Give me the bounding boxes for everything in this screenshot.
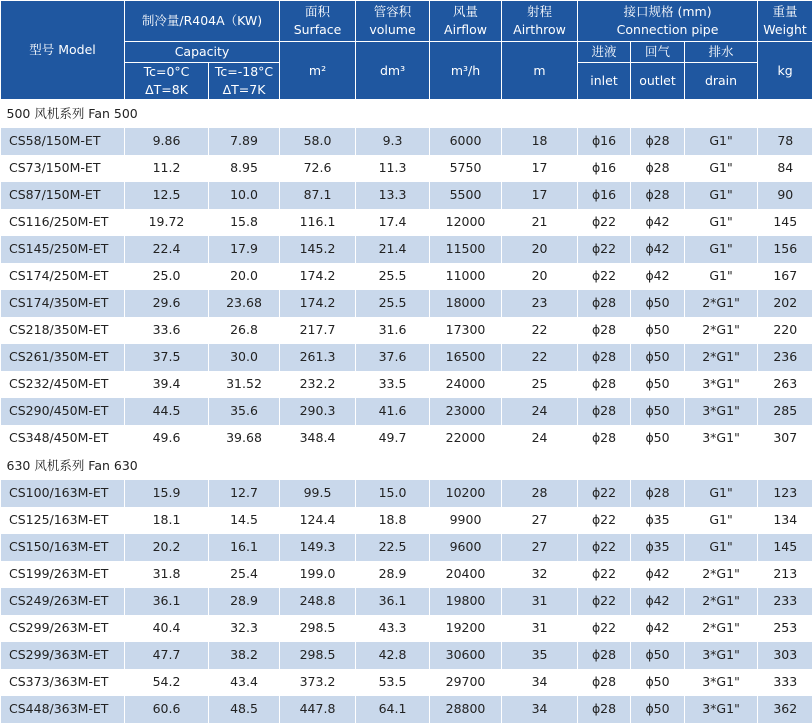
cell-airthrow: 32 — [502, 561, 578, 588]
cell-volume: 31.6 — [356, 317, 430, 344]
cell-airthrow: 34 — [502, 696, 578, 723]
cell-weight: 307 — [758, 425, 812, 452]
cell-weight: 263 — [758, 371, 812, 398]
cell-inlet: ϕ22 — [578, 615, 631, 642]
cell-capacity-tc18: 17.9 — [209, 236, 280, 263]
cell-capacity-tc0: 25.0 — [125, 263, 209, 290]
group-header — [1, 452, 812, 480]
cell-airflow: 9600 — [430, 534, 502, 561]
header-drain-en: drain — [685, 63, 758, 100]
cell-capacity-tc18: 30.0 — [209, 344, 280, 371]
cell-volume: 9.3 — [356, 128, 430, 155]
cell-drain: G1" — [685, 182, 758, 209]
cell-model: CS199/263M-ET — [1, 561, 125, 588]
cell-capacity-tc0: 49.6 — [125, 425, 209, 452]
cell-inlet: ϕ28 — [578, 371, 631, 398]
cell-capacity-tc18: 48.5 — [209, 696, 280, 723]
table-row — [1, 182, 812, 209]
header-connection: 接口规格 (mm) Connection pipe — [578, 1, 758, 42]
cell-capacity-tc0: 11.2 — [125, 155, 209, 182]
cell-capacity-tc0: 12.5 — [125, 182, 209, 209]
cell-capacity-tc18: 32.3 — [209, 615, 280, 642]
cell-capacity-tc0: 60.6 — [125, 696, 209, 723]
cell-volume: 36.1 — [356, 588, 430, 615]
cell-capacity-tc0: 47.7 — [125, 642, 209, 669]
table-row — [1, 615, 812, 642]
cell-volume: 43.3 — [356, 615, 430, 642]
table-row — [1, 398, 812, 425]
cell-airflow: 12000 — [430, 209, 502, 236]
cell-airthrow: 35 — [502, 642, 578, 669]
cell-model: CS145/250M-ET — [1, 236, 125, 263]
cell-drain: G1" — [685, 155, 758, 182]
table-row — [1, 696, 812, 723]
cell-model: CS174/250M-ET — [1, 263, 125, 290]
cell-weight: 145 — [758, 534, 812, 561]
cell-capacity-tc0: 37.5 — [125, 344, 209, 371]
cell-capacity-tc0: 54.2 — [125, 669, 209, 696]
cell-inlet: ϕ28 — [578, 669, 631, 696]
cell-volume: 25.5 — [356, 263, 430, 290]
cell-capacity-tc18: 39.68 — [209, 425, 280, 452]
cell-capacity-tc0: 22.4 — [125, 236, 209, 263]
cell-weight: 303 — [758, 642, 812, 669]
cell-airflow: 19200 — [430, 615, 502, 642]
header-surface-unit: m² — [280, 42, 356, 100]
cell-drain: 2*G1" — [685, 615, 758, 642]
cell-airthrow: 17 — [502, 182, 578, 209]
table-row — [1, 290, 812, 317]
cell-surface: 290.3 — [280, 398, 356, 425]
cell-surface: 232.2 — [280, 371, 356, 398]
cell-outlet: ϕ50 — [631, 371, 685, 398]
cell-model: CS73/150M-ET — [1, 155, 125, 182]
group-header — [1, 100, 812, 129]
cell-drain: G1" — [685, 209, 758, 236]
table-row — [1, 669, 812, 696]
cell-weight: 167 — [758, 263, 812, 290]
cell-capacity-tc18: 8.95 — [209, 155, 280, 182]
cell-surface: 348.4 — [280, 425, 356, 452]
table-row — [1, 155, 812, 182]
cell-capacity-tc0: 33.6 — [125, 317, 209, 344]
cell-surface: 116.1 — [280, 209, 356, 236]
cell-airflow: 11500 — [430, 236, 502, 263]
table-row — [1, 371, 812, 398]
cell-capacity-tc0: 29.6 — [125, 290, 209, 317]
cell-capacity-tc18: 16.1 — [209, 534, 280, 561]
group-title: 630 风机系列 Fan 630 — [1, 452, 812, 480]
cell-inlet: ϕ28 — [578, 696, 631, 723]
cell-drain: G1" — [685, 534, 758, 561]
cell-airflow: 30600 — [430, 642, 502, 669]
cell-surface: 298.5 — [280, 642, 356, 669]
cell-inlet: ϕ22 — [578, 480, 631, 507]
cell-drain: 2*G1" — [685, 344, 758, 371]
cell-volume: 28.9 — [356, 561, 430, 588]
table-row — [1, 561, 812, 588]
cell-surface: 248.8 — [280, 588, 356, 615]
cell-volume: 21.4 — [356, 236, 430, 263]
table-row — [1, 344, 812, 371]
table-row — [1, 128, 812, 155]
cell-volume: 42.8 — [356, 642, 430, 669]
header-outlet-cn: 回气 — [631, 42, 685, 63]
header-inlet-en: inlet — [578, 63, 631, 100]
cell-volume: 15.0 — [356, 480, 430, 507]
cell-weight: 78 — [758, 128, 812, 155]
cell-weight: 362 — [758, 696, 812, 723]
cell-airthrow: 27 — [502, 507, 578, 534]
cell-airthrow: 28 — [502, 480, 578, 507]
cell-airflow: 17300 — [430, 317, 502, 344]
cell-airthrow: 22 — [502, 317, 578, 344]
table-row — [1, 425, 812, 452]
cell-inlet: ϕ22 — [578, 534, 631, 561]
cell-model: CS116/250M-ET — [1, 209, 125, 236]
cell-surface: 87.1 — [280, 182, 356, 209]
cell-surface: 145.2 — [280, 236, 356, 263]
cell-drain: 3*G1" — [685, 642, 758, 669]
cell-capacity-tc18: 35.6 — [209, 398, 280, 425]
cell-inlet: ϕ22 — [578, 507, 631, 534]
cell-airflow: 23000 — [430, 398, 502, 425]
cell-weight: 145 — [758, 209, 812, 236]
cell-airthrow: 25 — [502, 371, 578, 398]
cell-capacity-tc0: 19.72 — [125, 209, 209, 236]
cell-capacity-tc0: 18.1 — [125, 507, 209, 534]
cell-volume: 53.5 — [356, 669, 430, 696]
cell-model: CS299/263M-ET — [1, 615, 125, 642]
cell-capacity-tc18: 14.5 — [209, 507, 280, 534]
cell-outlet: ϕ28 — [631, 155, 685, 182]
cell-outlet: ϕ50 — [631, 696, 685, 723]
cell-model: CS249/263M-ET — [1, 588, 125, 615]
header-model: 型号 Model — [1, 1, 125, 100]
cell-surface: 124.4 — [280, 507, 356, 534]
table-header — [1, 1, 812, 100]
cell-capacity-tc0: 40.4 — [125, 615, 209, 642]
cell-airflow: 9900 — [430, 507, 502, 534]
cell-weight: 285 — [758, 398, 812, 425]
cell-airthrow: 17 — [502, 155, 578, 182]
cell-volume: 49.7 — [356, 425, 430, 452]
cell-surface: 217.7 — [280, 317, 356, 344]
cell-capacity-tc0: 39.4 — [125, 371, 209, 398]
cell-capacity-tc0: 31.8 — [125, 561, 209, 588]
cell-outlet: ϕ28 — [631, 128, 685, 155]
table-row — [1, 642, 812, 669]
cell-volume: 64.1 — [356, 696, 430, 723]
header-surface: 面积 Surface — [280, 1, 356, 42]
cell-airflow: 28800 — [430, 696, 502, 723]
table-row — [1, 534, 812, 561]
cell-drain: 3*G1" — [685, 371, 758, 398]
cell-surface: 199.0 — [280, 561, 356, 588]
header-airflow: 风量 Airflow — [430, 1, 502, 42]
cell-inlet: ϕ28 — [578, 290, 631, 317]
table-row — [1, 263, 812, 290]
cell-inlet: ϕ28 — [578, 317, 631, 344]
cell-capacity-tc18: 7.89 — [209, 128, 280, 155]
cell-model: CS348/450M-ET — [1, 425, 125, 452]
table-row — [1, 480, 812, 507]
cell-capacity-tc18: 31.52 — [209, 371, 280, 398]
table-row — [1, 588, 812, 615]
cell-inlet: ϕ16 — [578, 155, 631, 182]
cell-airflow: 24000 — [430, 371, 502, 398]
cell-weight: 84 — [758, 155, 812, 182]
table-body — [1, 100, 812, 724]
cell-airthrow: 20 — [502, 236, 578, 263]
cell-weight: 220 — [758, 317, 812, 344]
cell-capacity-tc18: 12.7 — [209, 480, 280, 507]
cell-weight: 156 — [758, 236, 812, 263]
cell-weight: 253 — [758, 615, 812, 642]
cell-model: CS232/450M-ET — [1, 371, 125, 398]
cell-outlet: ϕ42 — [631, 263, 685, 290]
cell-capacity-tc18: 23.68 — [209, 290, 280, 317]
cell-airflow: 5750 — [430, 155, 502, 182]
cell-outlet: ϕ28 — [631, 182, 685, 209]
cell-drain: 2*G1" — [685, 290, 758, 317]
cell-capacity-tc18: 25.4 — [209, 561, 280, 588]
cell-surface: 58.0 — [280, 128, 356, 155]
cell-surface: 174.2 — [280, 263, 356, 290]
cell-model: CS218/350M-ET — [1, 317, 125, 344]
header-airthrow: 射程 Airthrow — [502, 1, 578, 42]
cell-inlet: ϕ28 — [578, 425, 631, 452]
cell-capacity-tc18: 28.9 — [209, 588, 280, 615]
cell-inlet: ϕ22 — [578, 209, 631, 236]
cell-model: CS125/163M-ET — [1, 507, 125, 534]
cell-weight: 134 — [758, 507, 812, 534]
cell-model: CS58/150M-ET — [1, 128, 125, 155]
cell-capacity-tc18: 15.8 — [209, 209, 280, 236]
cell-outlet: ϕ28 — [631, 480, 685, 507]
cell-volume: 37.6 — [356, 344, 430, 371]
cell-inlet: ϕ22 — [578, 236, 631, 263]
cell-model: CS150/163M-ET — [1, 534, 125, 561]
header-capacity-cn: 制冷量/R404A（KW) — [125, 1, 280, 42]
cell-outlet: ϕ50 — [631, 344, 685, 371]
cell-airflow: 20400 — [430, 561, 502, 588]
cell-outlet: ϕ50 — [631, 425, 685, 452]
cell-airflow: 10200 — [430, 480, 502, 507]
cell-airflow: 18000 — [430, 290, 502, 317]
cell-drain: G1" — [685, 263, 758, 290]
cell-surface: 298.5 — [280, 615, 356, 642]
cell-inlet: ϕ28 — [578, 642, 631, 669]
cell-airflow: 5500 — [430, 182, 502, 209]
cell-outlet: ϕ42 — [631, 209, 685, 236]
cell-model: CS299/363M-ET — [1, 642, 125, 669]
cell-airthrow: 34 — [502, 669, 578, 696]
header-volume-unit: dm³ — [356, 42, 430, 100]
cell-surface: 99.5 — [280, 480, 356, 507]
header-airthrow-unit: m — [502, 42, 578, 100]
cell-model: CS174/350M-ET — [1, 290, 125, 317]
cell-inlet: ϕ22 — [578, 561, 631, 588]
cell-airthrow: 27 — [502, 534, 578, 561]
cell-outlet: ϕ42 — [631, 615, 685, 642]
cell-inlet: ϕ22 — [578, 588, 631, 615]
cell-surface: 149.3 — [280, 534, 356, 561]
cell-capacity-tc18: 43.4 — [209, 669, 280, 696]
table-row — [1, 209, 812, 236]
cell-volume: 25.5 — [356, 290, 430, 317]
header-volume: 管容积 volume — [356, 1, 430, 42]
cell-drain: 2*G1" — [685, 588, 758, 615]
cell-drain: G1" — [685, 507, 758, 534]
cell-model: CS448/363M-ET — [1, 696, 125, 723]
cell-model: CS87/150M-ET — [1, 182, 125, 209]
cell-airflow: 16500 — [430, 344, 502, 371]
cell-capacity-tc0: 36.1 — [125, 588, 209, 615]
cell-drain: 2*G1" — [685, 561, 758, 588]
cell-airflow: 6000 — [430, 128, 502, 155]
cell-volume: 18.8 — [356, 507, 430, 534]
cell-weight: 213 — [758, 561, 812, 588]
header-weight-unit: kg — [758, 42, 812, 100]
cell-drain: 3*G1" — [685, 669, 758, 696]
cell-outlet: ϕ42 — [631, 561, 685, 588]
cell-weight: 123 — [758, 480, 812, 507]
cell-volume: 11.3 — [356, 155, 430, 182]
cell-surface: 373.2 — [280, 669, 356, 696]
cell-drain: 3*G1" — [685, 696, 758, 723]
cell-drain: G1" — [685, 128, 758, 155]
cell-airthrow: 18 — [502, 128, 578, 155]
header-capacity-en: Capacity — [125, 42, 280, 63]
cell-model: CS373/363M-ET — [1, 669, 125, 696]
cell-outlet: ϕ50 — [631, 398, 685, 425]
table-row — [1, 236, 812, 263]
cell-airthrow: 24 — [502, 398, 578, 425]
cell-weight: 90 — [758, 182, 812, 209]
header-inlet-cn: 进液 — [578, 42, 631, 63]
header-outlet-en: outlet — [631, 63, 685, 100]
cell-weight: 333 — [758, 669, 812, 696]
cell-airthrow: 21 — [502, 209, 578, 236]
cell-outlet: ϕ42 — [631, 236, 685, 263]
cell-airthrow: 31 — [502, 588, 578, 615]
cell-drain: G1" — [685, 480, 758, 507]
cell-capacity-tc0: 9.86 — [125, 128, 209, 155]
cell-model: CS100/163M-ET — [1, 480, 125, 507]
cell-drain: 3*G1" — [685, 425, 758, 452]
cell-outlet: ϕ50 — [631, 317, 685, 344]
cell-inlet: ϕ16 — [578, 128, 631, 155]
cell-outlet: ϕ35 — [631, 507, 685, 534]
cell-airthrow: 23 — [502, 290, 578, 317]
cell-airthrow: 31 — [502, 615, 578, 642]
cell-drain: 2*G1" — [685, 317, 758, 344]
cell-volume: 41.6 — [356, 398, 430, 425]
cell-inlet: ϕ28 — [578, 344, 631, 371]
cell-model: CS261/350M-ET — [1, 344, 125, 371]
cell-airthrow: 24 — [502, 425, 578, 452]
cell-model: CS290/450M-ET — [1, 398, 125, 425]
cell-airflow: 22000 — [430, 425, 502, 452]
cell-outlet: ϕ42 — [631, 588, 685, 615]
table-row — [1, 507, 812, 534]
group-title: 500 风机系列 Fan 500 — [1, 100, 812, 129]
cell-airflow: 19800 — [430, 588, 502, 615]
cell-capacity-tc18: 20.0 — [209, 263, 280, 290]
cell-surface: 447.8 — [280, 696, 356, 723]
cell-surface: 261.3 — [280, 344, 356, 371]
cell-airflow: 11000 — [430, 263, 502, 290]
cell-drain: 3*G1" — [685, 398, 758, 425]
cell-surface: 72.6 — [280, 155, 356, 182]
header-tc-18: Tc=-18°C ΔT=7K — [209, 63, 280, 100]
cell-weight: 233 — [758, 588, 812, 615]
cell-volume: 13.3 — [356, 182, 430, 209]
header-drain-cn: 排水 — [685, 42, 758, 63]
cell-volume: 17.4 — [356, 209, 430, 236]
cell-capacity-tc0: 15.9 — [125, 480, 209, 507]
cell-weight: 236 — [758, 344, 812, 371]
cell-outlet: ϕ35 — [631, 534, 685, 561]
cell-drain: G1" — [685, 236, 758, 263]
cell-capacity-tc0: 20.2 — [125, 534, 209, 561]
cell-weight: 202 — [758, 290, 812, 317]
cell-capacity-tc18: 10.0 — [209, 182, 280, 209]
table-row — [1, 317, 812, 344]
header-airflow-unit: m³/h — [430, 42, 502, 100]
cell-capacity-tc0: 44.5 — [125, 398, 209, 425]
cell-surface: 174.2 — [280, 290, 356, 317]
cell-outlet: ϕ50 — [631, 290, 685, 317]
cell-airthrow: 22 — [502, 344, 578, 371]
cell-outlet: ϕ50 — [631, 669, 685, 696]
cell-inlet: ϕ16 — [578, 182, 631, 209]
cell-capacity-tc18: 38.2 — [209, 642, 280, 669]
cell-airthrow: 20 — [502, 263, 578, 290]
cell-volume: 33.5 — [356, 371, 430, 398]
cell-outlet: ϕ50 — [631, 642, 685, 669]
cell-airflow: 29700 — [430, 669, 502, 696]
cell-volume: 22.5 — [356, 534, 430, 561]
cell-inlet: ϕ28 — [578, 398, 631, 425]
cell-inlet: ϕ22 — [578, 263, 631, 290]
header-weight: 重量 Weight — [758, 1, 812, 42]
cell-capacity-tc18: 26.8 — [209, 317, 280, 344]
header-tc-0: Tc=0°C ΔT=8K — [125, 63, 209, 100]
